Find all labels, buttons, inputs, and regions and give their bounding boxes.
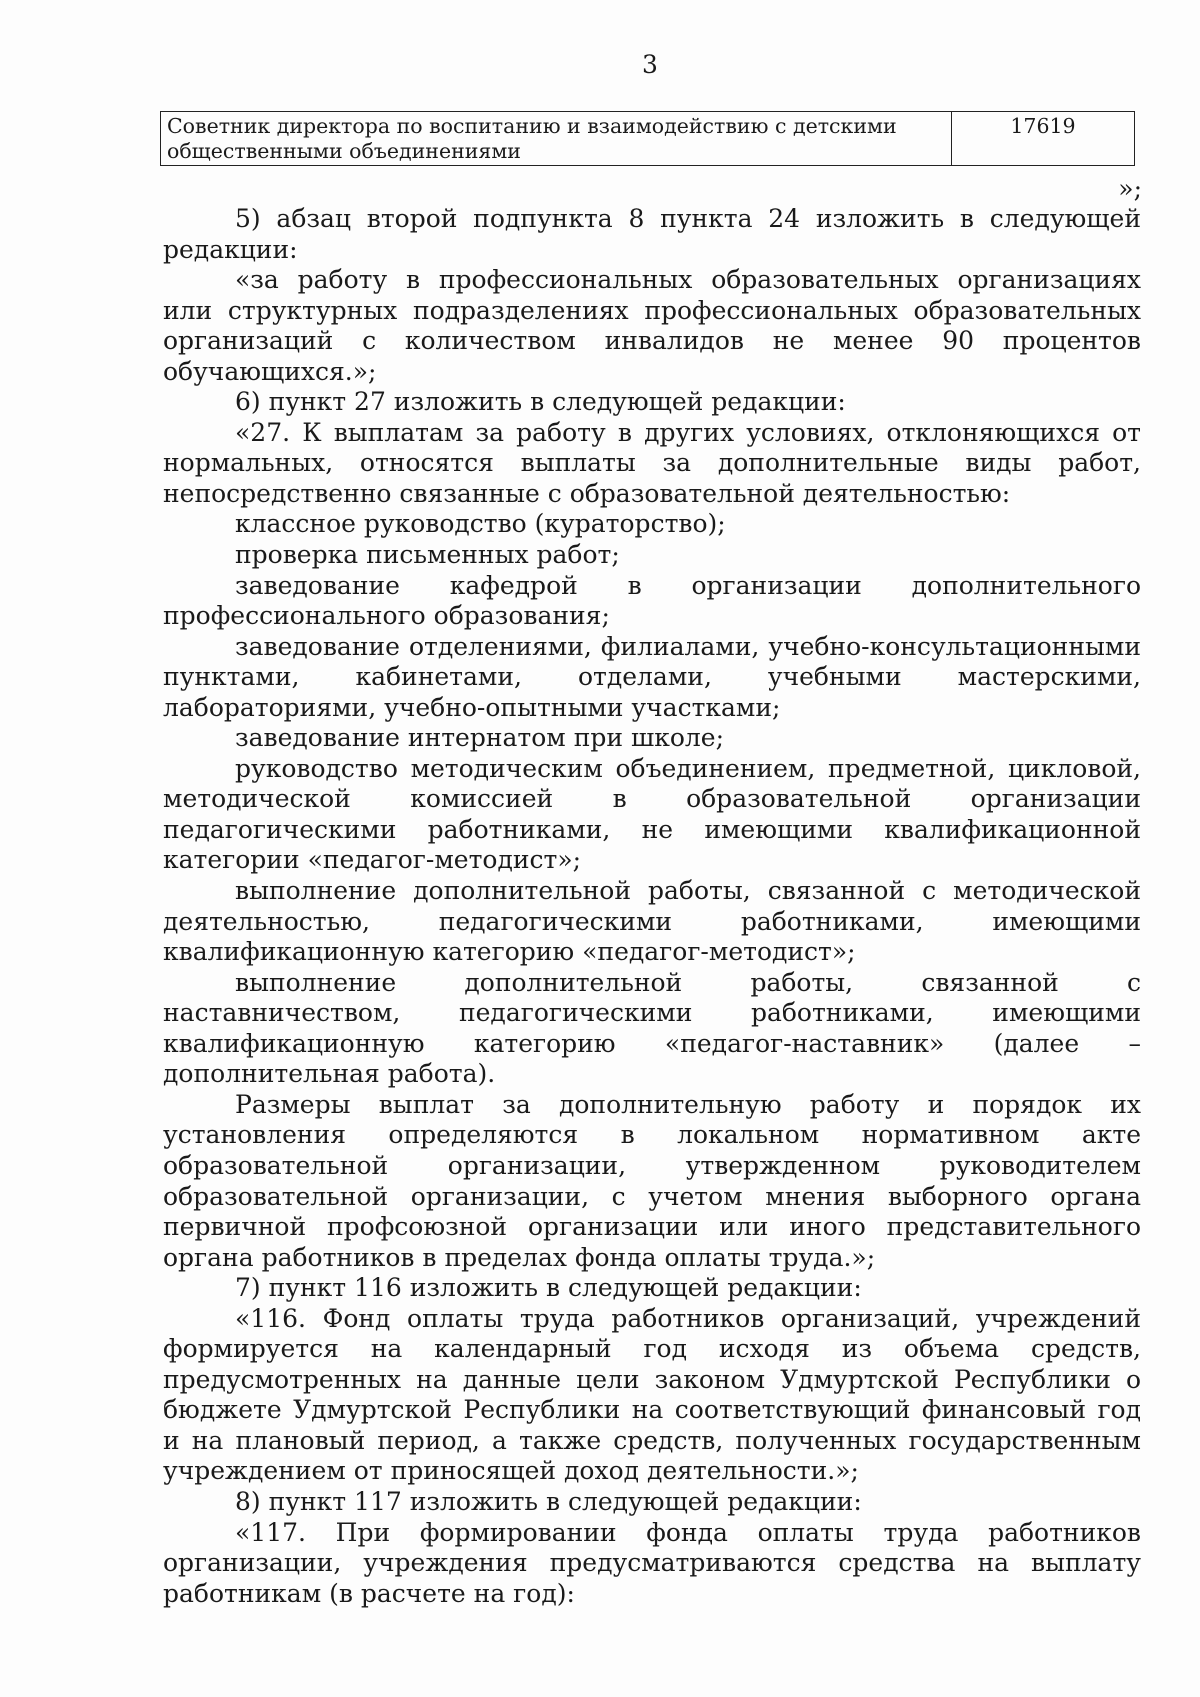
- position-title-cell: Советник директора по воспитанию и взаимодействию с детскими общественными объединениями: [161, 112, 952, 166]
- paragraph: заведование отделениями, филиалами, учебно-консультационными пунктами, кабинетами, отделами, учебными мастерскими, лабораториями, учебно-опытными участками;: [163, 631, 1141, 722]
- paragraph: 6) пункт 27 изложить в следующей редакции:: [235, 387, 846, 417]
- paragraph: проверка письменных работ;: [235, 540, 620, 570]
- paragraph: «27. К выплатам за работу в других условиях, отклоняющихся от нормальных, относятся выплаты за дополнительные виды работ, непосредственно связанные с образовательной деятельностью:: [163, 417, 1141, 508]
- paragraph: 8) пункт 117 изложить в следующей редакции:: [235, 1486, 862, 1516]
- paragraph: 7) пункт 116 изложить в следующей редакции:: [235, 1273, 862, 1303]
- paragraph: заведование интернатом при школе;: [235, 723, 724, 753]
- table-row: [161, 112, 1135, 166]
- paragraph: классное руководство (кураторство);: [235, 509, 726, 539]
- paragraph: руководство методическим объединением, предметной, цикловой, методической комиссией в образовательной организации педагогическими работниками, не имеющими квалификационной категории «педагог-методист»;: [163, 753, 1141, 875]
- page-number: 3: [642, 50, 658, 79]
- position-code-cell: 17619: [952, 112, 1135, 166]
- paragraph: «117. При формировании фонда оплаты труда работников организации, учреждения предусматриваются средства на выплату работникам (в расчете на год):: [163, 1517, 1141, 1608]
- paragraph: «116. Фонд оплаты труда работников организаций, учреждений формируется на календарный год исходя из объема средств, предусмотренных на данные цели законом Удмуртской Республики о бюджете Удмуртской Республики на соответствующий финансовый год и на плановый период, а также средств, полученных государственным учреждением от приносящей доход деятельности.»;: [163, 1303, 1141, 1486]
- paragraph: «за работу в профессиональных образовательных организациях или структурных подразделениях профессиональных образовательных организаций с количеством инвалидов не менее 90 процентов обучающихся.»;: [163, 265, 1141, 386]
- paragraph: выполнение дополнительной работы, связанной с методической деятельностью, педагогическими работниками, имеющими квалификационную категорию «педагог-методист»;: [163, 876, 1141, 967]
- paragraph: Размеры выплат за дополнительную работу и порядок их установления определяются в локальном нормативном акте образовательной организации, утвержденном руководителем образовательной организации, с учетом мнения выборного органа первичной профсоюзной организации или иного представительного органа работников в пределах фонда оплаты труда.»;: [163, 1089, 1141, 1272]
- paragraph: 5) абзац второй подпункта 8 пункта 24 изложить в следующей редакции:: [163, 204, 1141, 264]
- closing-quote: »;: [1118, 174, 1142, 203]
- paragraph: выполнение дополнительной работы, связанной с наставничеством, педагогическими работниками, имеющими квалификационную категорию «педагог-наставник» (далее – дополнительная работа).: [163, 967, 1141, 1089]
- position-table: [160, 111, 1135, 166]
- paragraph: заведование кафедрой в организации дополнительного профессионального образования;: [163, 570, 1141, 631]
- document-body: [163, 204, 1141, 1609]
